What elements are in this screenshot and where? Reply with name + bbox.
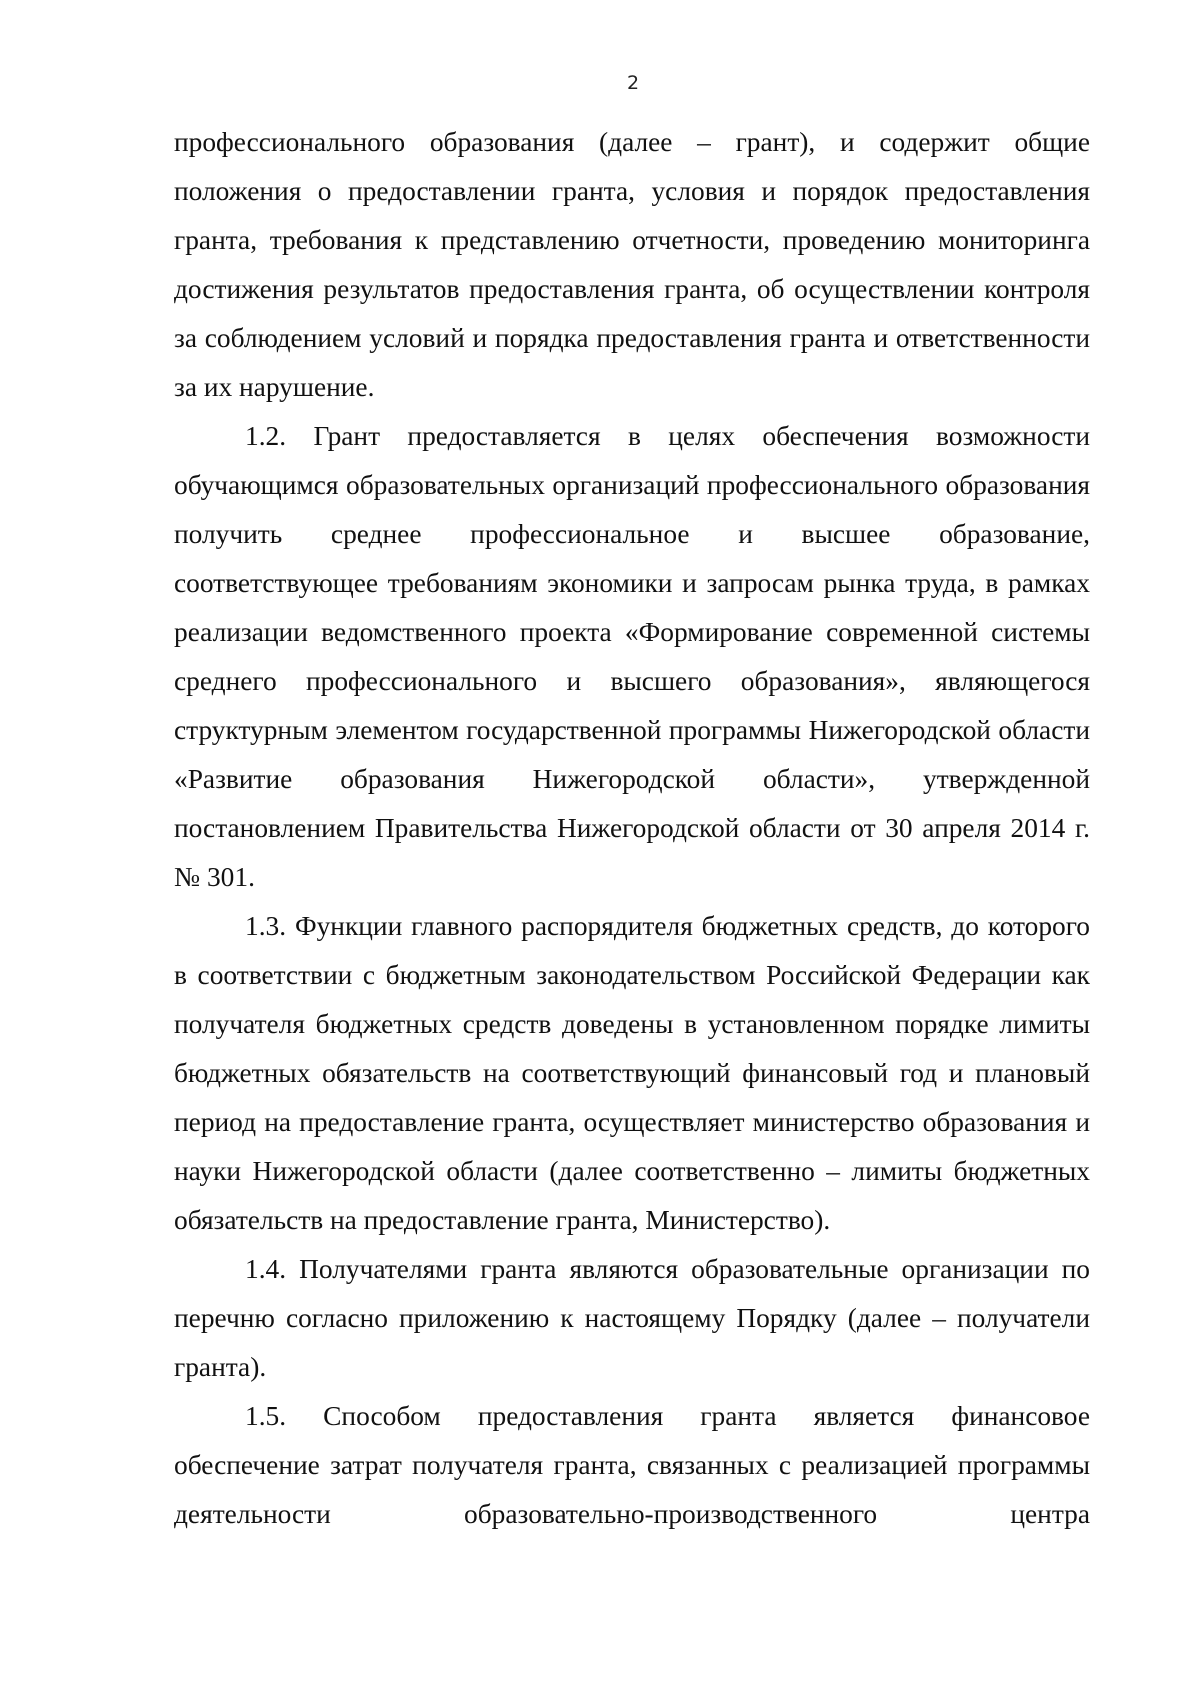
page-number: 2 xyxy=(626,72,640,94)
paragraph-1-3: 1.3. Функции главного распорядителя бюджетных средств, до которого в соответствии с бюджетным законодательством Российской Федерации как получателя бюджетных средств доведены в установленном порядке лимиты бюджетных обязательств на соответствующий финансовый год и плановый период на предоставление гранта, осуществляет министерство образования и науки Нижегородской области (далее соответственно – лимиты бюджетных обязательств на предоставление гранта, Министерство). xyxy=(174,911,1090,1235)
paragraph-1-2: 1.2. Грант предоставляется в целях обеспечения возможности обучающимся образовательных организаций профессионального образования получить среднее профессиональное и высшее образование, соответствующее требованиям экономики и запросам рынка труда, в рамках реализации ведомственного проекта «Формирование современной системы среднего профессионального и высшего образования», являющегося структурным элементом государственной программы Нижегородской области «Развитие образования Нижегородской области», утвержденной постановлением Правительства Нижегородской области от 30 апреля 2014 г. № 301. xyxy=(174,421,1090,892)
paragraph-1-5: 1.5. Способом предоставления гранта является финансовое обеспечение затрат получателя гранта, связанных с реализацией программы деятельности образовательно-производственного центра xyxy=(174,1401,1090,1529)
document-body xyxy=(174,118,1090,1539)
paragraph-1-4: 1.4. Получателями гранта являются образовательные организации по перечню согласно приложению к настоящему Порядку (далее – получатели гранта). xyxy=(174,1254,1090,1382)
paragraph-continuation: профессионального образования (далее – грант), и содержит общие положения о предоставлении гранта, условия и порядок предоставления гранта, требования к представлению отчетности, проведению мониторинга достижения результатов предоставления гранта, об осуществлении контроля за соблюдением условий и порядка предоставления гранта и ответственности за их нарушение. xyxy=(174,127,1090,402)
